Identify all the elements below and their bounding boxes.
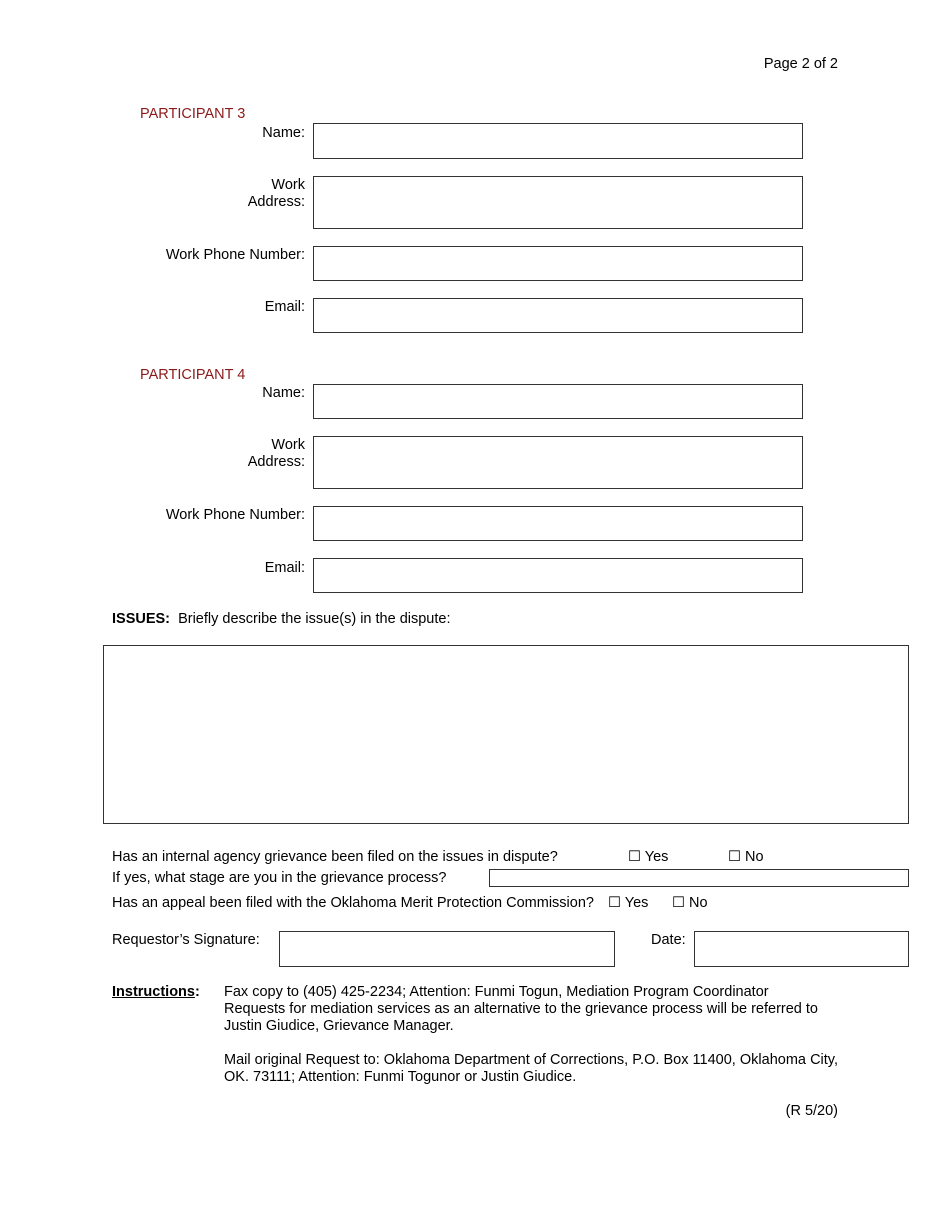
date-field[interactable] <box>694 931 909 967</box>
instructions-fax: Fax copy to (405) 425-2234; Attention: Funmi Togun, Mediation Program Coordinator <box>224 984 769 1000</box>
issues-label-text: Briefly describe the issue(s) in the dispute: <box>178 611 451 627</box>
instructions-referral: Requests for mediation services as an alternative to the grievance process will be referred to Justin Giudice, Grievance Manager. <box>224 1001 818 1034</box>
address-label-line: Address: <box>247 454 305 470</box>
grievance-stage-question: If yes, what stage are you in the grievance process? <box>112 870 447 886</box>
grievance-question: Has an internal agency grievance been filed on the issues in dispute? <box>112 849 558 865</box>
grievance-yes-checkbox[interactable]: ☐ Yes <box>628 849 669 865</box>
participant-4-address-label <box>0 437 305 471</box>
instructions-title: Instructions <box>112 984 195 1000</box>
participant-4-address-field[interactable] <box>313 436 803 489</box>
signature-label: Requestor’s Signature: <box>112 932 260 948</box>
signature-field[interactable] <box>279 931 615 967</box>
revision-code: (R 5/20) <box>785 1103 838 1119</box>
participant-3-name-label: Name: <box>262 125 305 141</box>
participant-3-name-field[interactable] <box>313 123 803 159</box>
appeal-no-checkbox[interactable]: ☐ No <box>672 895 708 911</box>
page-number: Page 2 of 2 <box>763 56 838 72</box>
instructions-heading <box>112 984 200 1000</box>
participant-4-name-field[interactable] <box>313 384 803 419</box>
participant-4-email-field[interactable] <box>313 558 803 593</box>
participant-3-email-field[interactable] <box>313 298 803 333</box>
participant-3-address-field[interactable] <box>313 176 803 229</box>
work-label-line: Work <box>271 177 305 193</box>
participant-3-email-label: Email: <box>264 299 305 315</box>
issues-label <box>112 611 450 627</box>
address-label-line: Address: <box>247 194 305 210</box>
participant-3-title: PARTICIPANT 3 <box>140 106 246 122</box>
participant-3-address-label <box>0 177 305 211</box>
grievance-stage-field[interactable] <box>489 869 909 887</box>
issues-textarea[interactable] <box>103 645 909 824</box>
participant-4-name-label: Name: <box>262 385 305 401</box>
participant-3-phone-label: Work Phone Number: <box>165 247 305 263</box>
participant-4-title: PARTICIPANT 4 <box>140 367 246 383</box>
participant-3-phone-field[interactable] <box>313 246 803 281</box>
participant-4-phone-label: Work Phone Number: <box>165 507 305 523</box>
participant-4-phone-field[interactable] <box>313 506 803 541</box>
instructions-mail: Mail original Request to: Oklahoma Department of Corrections, P.O. Box 11400, Oklahoma City, OK. 73111; Attention: Funmi Togunor or Justin Giudice. <box>224 1052 838 1085</box>
appeal-question: Has an appeal been filed with the Oklahoma Merit Protection Commission? <box>112 895 594 911</box>
participant-4-email-label: Email: <box>264 560 305 576</box>
appeal-yes-checkbox[interactable]: ☐ Yes <box>608 895 649 911</box>
grievance-no-checkbox[interactable]: ☐ No <box>728 849 764 865</box>
instructions-colon: : <box>194 984 200 1000</box>
date-label: Date: <box>651 932 686 948</box>
issues-label-bold: ISSUES: <box>112 611 171 627</box>
work-label-line: Work <box>271 437 305 453</box>
